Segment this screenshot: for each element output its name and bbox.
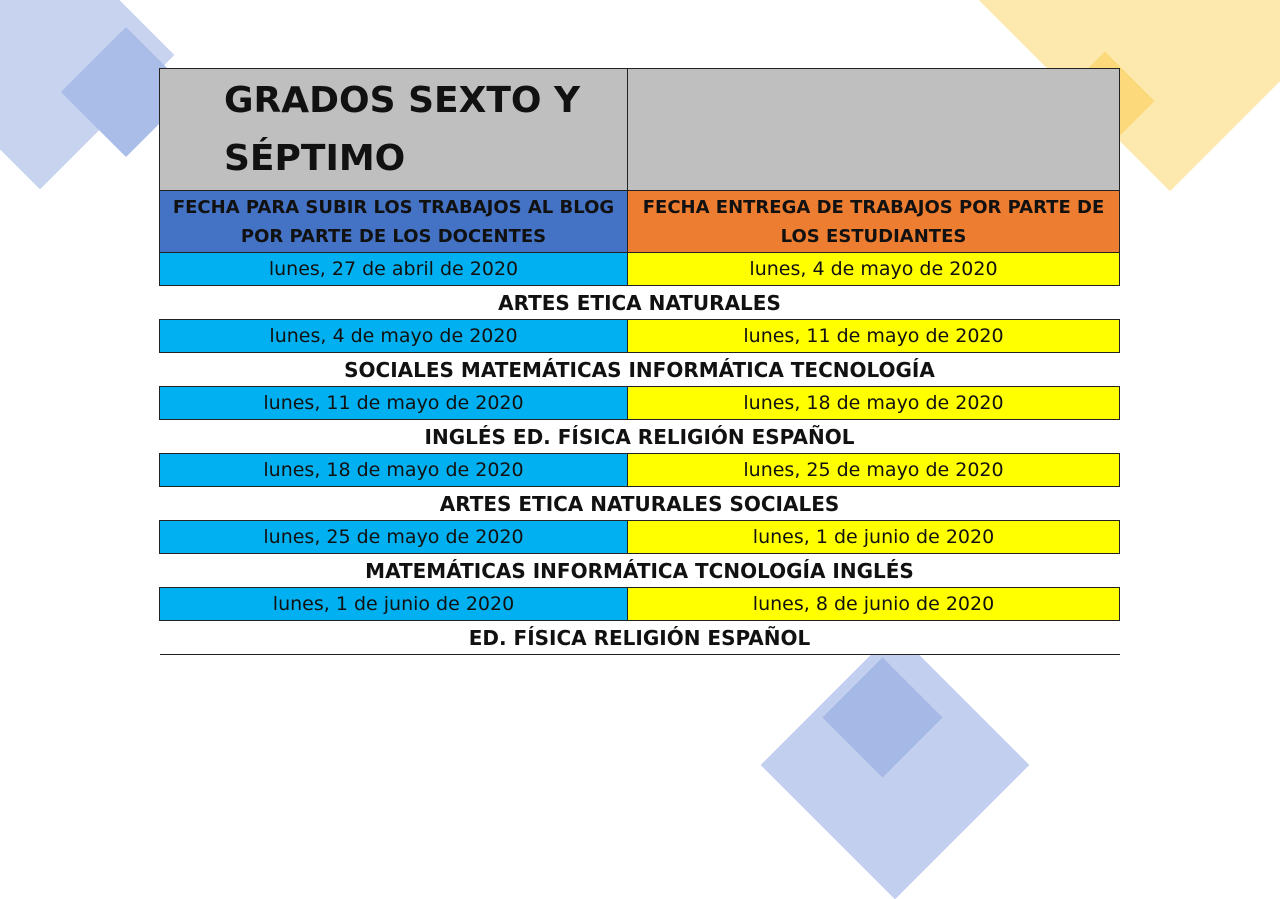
date-row	[160, 387, 1120, 420]
header-upload-line-1: FECHA PARA SUBIR LOS TRABAJOS AL BLOG	[172, 196, 615, 218]
header-upload-date	[160, 191, 628, 253]
subjects-cell: ED. FÍSICA RELIGIÓN ESPAÑOL	[160, 621, 1120, 655]
subjects-row	[160, 353, 1120, 387]
subjects-cell: SOCIALES MATEMÁTICAS INFORMÁTICA TECNOLOGÍA	[160, 353, 1120, 387]
title-line-2: SÉPTIMO	[224, 137, 406, 179]
delivery-date-cell: lunes, 4 de mayo de 2020	[628, 253, 1120, 286]
subjects-cell: MATEMÁTICAS INFORMÁTICA TCNOLOGÍA INGLÉS	[160, 554, 1120, 588]
upload-date-cell: lunes, 27 de abril de 2020	[160, 253, 628, 286]
upload-date-cell: lunes, 4 de mayo de 2020	[160, 320, 628, 353]
date-row	[160, 253, 1120, 286]
date-row	[160, 521, 1120, 554]
page-title	[160, 69, 628, 191]
date-row	[160, 454, 1120, 487]
upload-date-cell: lunes, 25 de mayo de 2020	[160, 521, 628, 554]
header-delivery-line-1: FECHA ENTREGA DE TRABAJOS POR PARTE DE	[642, 196, 1105, 218]
delivery-date-cell: lunes, 8 de junio de 2020	[628, 588, 1120, 621]
subjects-cell: ARTES ETICA NATURALES	[160, 286, 1120, 320]
header-row	[160, 191, 1120, 253]
subjects-cell: ARTES ETICA NATURALES SOCIALES	[160, 487, 1120, 521]
subjects-cell: INGLÉS ED. FÍSICA RELIGIÓN ESPAÑOL	[160, 420, 1120, 454]
title-empty-cell	[628, 69, 1120, 191]
date-row	[160, 320, 1120, 353]
header-delivery-line-2: LOS ESTUDIANTES	[780, 225, 967, 247]
header-delivery-date	[628, 191, 1120, 253]
date-row	[160, 588, 1120, 621]
subjects-row	[160, 420, 1120, 454]
delivery-date-cell: lunes, 11 de mayo de 2020	[628, 320, 1120, 353]
schedule-table	[159, 68, 1120, 655]
upload-date-cell: lunes, 18 de mayo de 2020	[160, 454, 628, 487]
subjects-row	[160, 554, 1120, 588]
subjects-row	[160, 487, 1120, 521]
header-upload-line-2: POR PARTE DE LOS DOCENTES	[240, 225, 547, 247]
delivery-date-cell: lunes, 18 de mayo de 2020	[628, 387, 1120, 420]
delivery-date-cell: lunes, 25 de mayo de 2020	[628, 454, 1120, 487]
upload-date-cell: lunes, 1 de junio de 2020	[160, 588, 628, 621]
subjects-row	[160, 286, 1120, 320]
subjects-row	[160, 621, 1120, 655]
upload-date-cell: lunes, 11 de mayo de 2020	[160, 387, 628, 420]
title-line-1: GRADOS SEXTO Y	[224, 79, 581, 121]
delivery-date-cell: lunes, 1 de junio de 2020	[628, 521, 1120, 554]
title-row	[160, 69, 1120, 191]
